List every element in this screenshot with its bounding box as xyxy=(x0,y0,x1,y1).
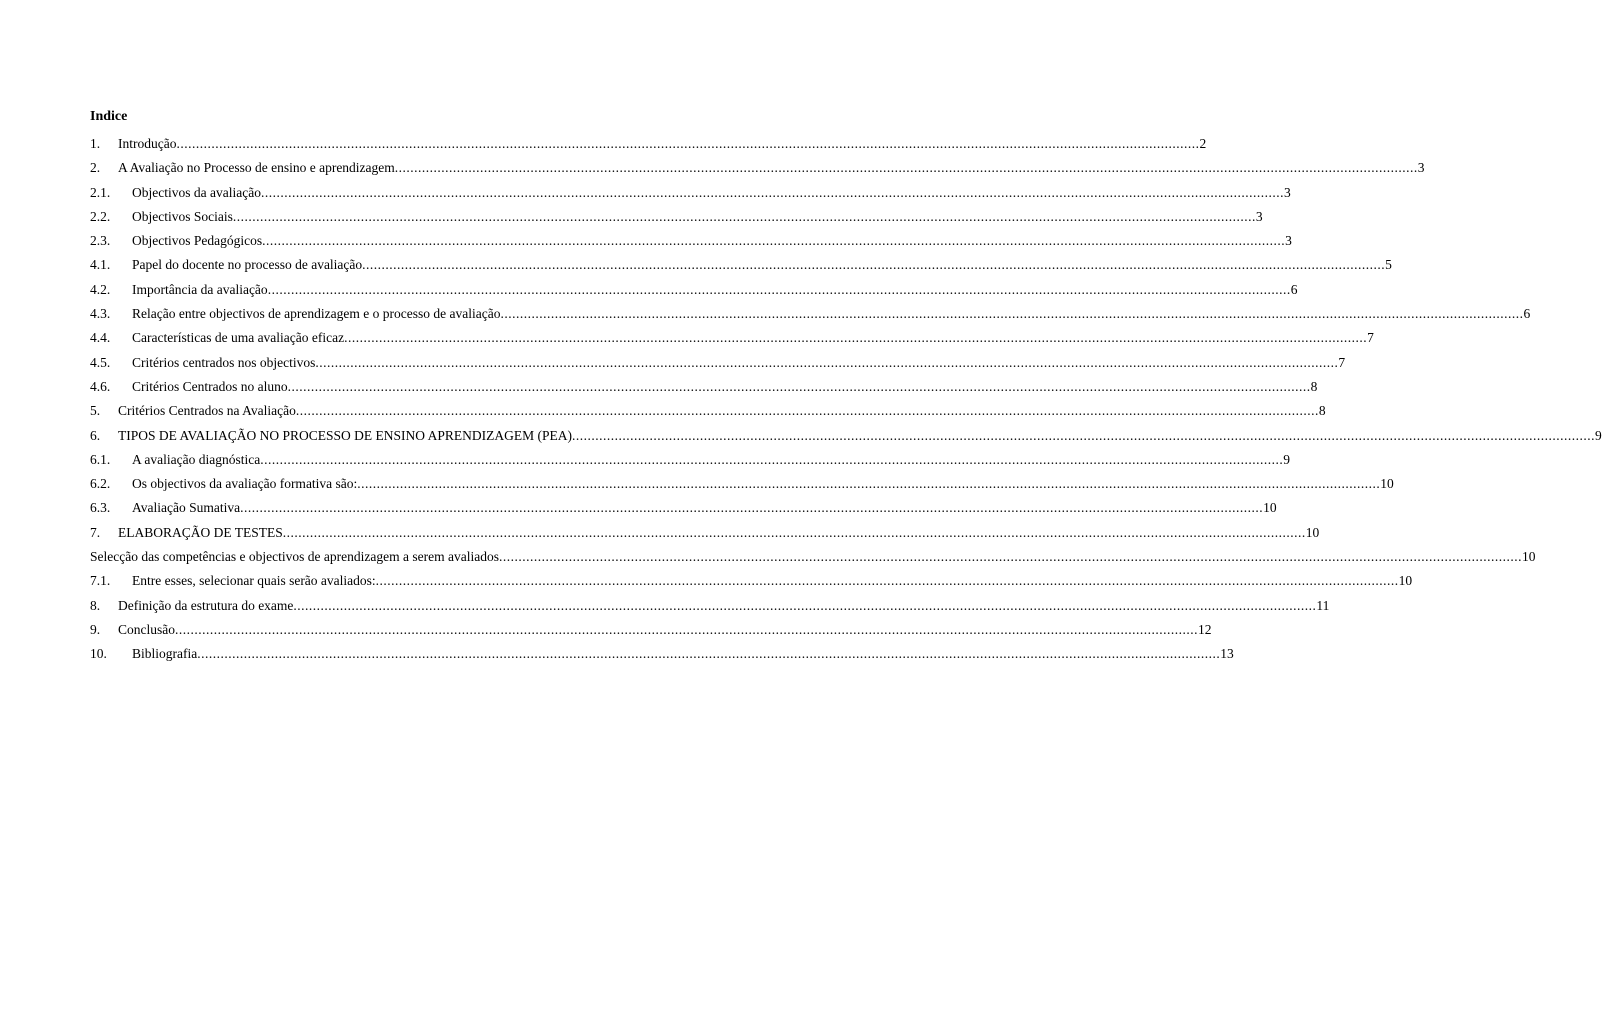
toc-entry-number: 4.6. xyxy=(90,378,111,394)
toc-entry-page-number: 6 xyxy=(1523,306,1531,322)
toc-entry[interactable] xyxy=(90,498,1277,522)
toc-entry-number: 7.1. xyxy=(90,573,111,589)
toc-entry-number: 4.3. xyxy=(90,306,111,322)
toc-dot-leader xyxy=(262,231,1285,251)
toc-entry-title: A Avaliação no Processo de ensino e aprendizagem xyxy=(118,160,395,176)
toc-entry-title: Definição da estrutura do exame xyxy=(118,597,294,613)
toc-entry-page-number: 3 xyxy=(1255,208,1263,224)
toc-dot-leader xyxy=(344,328,1367,348)
toc-entry-page-number: 9 xyxy=(1595,427,1602,443)
toc-entry-number: 6.3. xyxy=(90,500,111,516)
toc-entry[interactable] xyxy=(90,183,1291,207)
toc-dot-leader xyxy=(197,644,1220,664)
toc-entry[interactable] xyxy=(90,158,1425,182)
toc-entry-number: 4.4. xyxy=(90,330,111,346)
toc-entry-number: 6.2. xyxy=(90,476,111,492)
toc-dot-leader xyxy=(572,426,1595,446)
toc-entry[interactable] xyxy=(90,304,1531,328)
toc-entry-page-number: 7 xyxy=(1367,330,1374,346)
toc-entry-page-number: 3 xyxy=(1283,184,1291,200)
toc-entry-page-number: 12 xyxy=(1198,621,1212,637)
toc-entry-page-number: 10 xyxy=(1521,549,1536,565)
toc-entry-title: A avaliação diagnóstica xyxy=(132,451,261,467)
toc-entry[interactable] xyxy=(90,328,1374,352)
toc-entry[interactable] xyxy=(90,134,1207,158)
toc-entry-title: Entre esses, selecionar quais serão avaliados: xyxy=(132,573,376,589)
toc-dot-leader xyxy=(499,547,1522,567)
toc-entry-title: Importância da avaliação xyxy=(132,281,268,297)
toc-entry[interactable] xyxy=(90,571,1413,595)
toc-entry-number: 10. xyxy=(90,646,107,662)
toc-entry[interactable] xyxy=(90,644,1234,668)
toc-entry-number: 2.2. xyxy=(90,208,111,224)
toc-entry-page-number: 3 xyxy=(1417,160,1425,176)
toc-entry[interactable] xyxy=(90,596,1330,620)
toc-entry-title: Selecção das competências e objectivos de aprendizagem a serem avaliados xyxy=(90,549,499,565)
toc-entry-number: 8. xyxy=(90,597,101,613)
toc-entry-title: Critérios centrados nos objectivos xyxy=(132,354,316,370)
toc-entry-page-number: 5 xyxy=(1385,257,1392,273)
toc-entry[interactable] xyxy=(90,280,1298,304)
toc-entry[interactable] xyxy=(90,450,1290,474)
toc-entry-number: 6.1. xyxy=(90,451,111,467)
toc-entry-title: Papel do docente no processo de avaliação xyxy=(132,257,363,273)
toc-dot-leader xyxy=(233,207,1256,227)
toc-entry[interactable] xyxy=(90,620,1212,644)
toc-dot-leader xyxy=(260,450,1283,470)
toc-entry-title: ELABORAÇÃO DE TESTES xyxy=(118,524,283,540)
table-of-contents xyxy=(90,108,1602,669)
toc-entry-title: Conclusão xyxy=(118,621,175,637)
toc-entry-page-number: 3 xyxy=(1285,233,1292,249)
toc-dot-leader xyxy=(261,183,1284,203)
toc-dot-leader xyxy=(293,596,1316,616)
toc-entry[interactable] xyxy=(90,377,1318,401)
toc-entry[interactable] xyxy=(90,207,1263,231)
toc-entry[interactable] xyxy=(90,255,1392,279)
toc-dot-leader xyxy=(500,304,1523,324)
toc-entry-number: 6. xyxy=(90,427,101,443)
toc-entry-number: 4.5. xyxy=(90,354,111,370)
toc-entry-page-number: 6 xyxy=(1290,281,1298,297)
toc-title: Indice xyxy=(90,109,128,124)
toc-entry-number: 1. xyxy=(90,136,101,151)
toc-dot-leader xyxy=(268,280,1291,300)
toc-entry-page-number: 11 xyxy=(1316,597,1330,613)
toc-entry-title: Critérios Centrados no aluno xyxy=(132,378,288,394)
toc-entry-title: Objectivos da avaliação xyxy=(132,184,261,200)
toc-entry-number: 2.3. xyxy=(90,233,111,249)
toc-entry-page-number: 10 xyxy=(1263,500,1277,516)
toc-entry-number: 2. xyxy=(90,160,101,176)
toc-entry-page-number: 10 xyxy=(1380,476,1394,492)
toc-entry[interactable] xyxy=(90,426,1602,450)
toc-entry-title: Objectivos Pedagógicos xyxy=(132,233,263,249)
toc-dot-leader xyxy=(315,353,1338,373)
toc-entry[interactable] xyxy=(90,547,1536,571)
toc-entry-page-number: 9 xyxy=(1283,451,1290,467)
toc-entry[interactable] xyxy=(90,523,1320,547)
toc-entry-title: Relação entre objectivos de aprendizagem e o processo de avaliação xyxy=(132,306,501,322)
toc-entry-number: 4.1. xyxy=(90,257,111,273)
toc-entry-title: Objectivos Sociais xyxy=(132,208,233,224)
toc-entry-page-number: 8 xyxy=(1310,378,1318,394)
toc-dot-leader xyxy=(376,571,1399,591)
toc-entry-title: TIPOS DE AVALIAÇÃO NO PROCESSO DE ENSINO APRENDIZAGEM (PEA) xyxy=(118,427,573,443)
toc-entry-title: Critérios Centrados na Avaliação xyxy=(118,403,296,419)
toc-entry-number: 9. xyxy=(90,621,101,637)
toc-entry-number: 2.1. xyxy=(90,184,111,200)
toc-entry[interactable] xyxy=(90,231,1292,255)
toc-entry-page-number: 10 xyxy=(1398,573,1413,589)
toc-dot-leader xyxy=(283,523,1306,543)
toc-dot-leader xyxy=(395,158,1418,178)
toc-entry-page-number: 7 xyxy=(1338,354,1346,370)
toc-entry-number: 7. xyxy=(90,524,101,540)
toc-entry-title: Os objectivos da avaliação formativa são: xyxy=(132,476,358,492)
toc-entry[interactable] xyxy=(90,353,1346,377)
toc-entry-page-number: 2 xyxy=(1199,136,1207,151)
toc-dot-leader xyxy=(175,620,1198,640)
toc-dot-leader xyxy=(176,134,1199,154)
toc-entry-title: Bibliografia xyxy=(132,646,198,662)
toc-entry[interactable] xyxy=(90,401,1326,425)
toc-dot-leader xyxy=(288,377,1311,397)
toc-entry[interactable] xyxy=(90,474,1394,498)
toc-dot-leader xyxy=(296,401,1319,421)
toc-list xyxy=(90,134,1602,669)
toc-entry-page-number: 8 xyxy=(1318,403,1326,419)
toc-entry-title: Introdução xyxy=(118,136,177,151)
toc-dot-leader xyxy=(240,498,1263,518)
toc-entry-title: Características de uma avaliação eficaz xyxy=(132,330,345,346)
toc-entry-title: Avaliação Sumativa xyxy=(132,500,241,516)
toc-entry-number: 5. xyxy=(90,403,101,419)
toc-entry-page-number: 13 xyxy=(1220,646,1234,662)
toc-dot-leader xyxy=(357,474,1380,494)
toc-entry-page-number: 10 xyxy=(1305,524,1320,540)
toc-dot-leader xyxy=(362,255,1385,275)
toc-entry-number: 4.2. xyxy=(90,281,111,297)
